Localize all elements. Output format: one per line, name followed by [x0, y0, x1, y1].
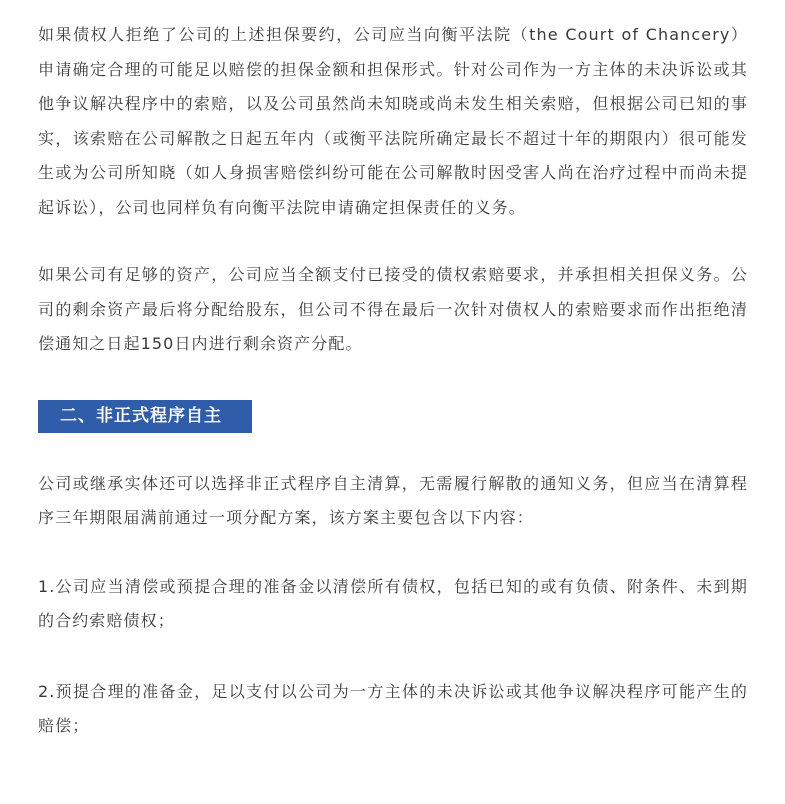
section-heading-wrap	[38, 400, 748, 459]
paragraph-asset-distribution: 如果公司有足够的资产，公司应当全额支付已接受的债权索赔要求，并承担相关担保义务。公司的剩余资产最后将分配给股东，但公司不得在最后一次针对债权人的索赔要求而作出拒绝清偿通知之日起150日内进行剩余资产分配。	[38, 265, 748, 353]
section-heading: 二、非正式程序自主清算	[38, 400, 252, 433]
article-body	[38, 18, 748, 744]
list-item-2: 2.预提合理的准备金，足以支付以公司为一方主体的未决诉讼或其他争议解决程序可能产生的赔偿；	[38, 681, 748, 735]
paragraph-informal-liquidation: 公司或继承实体还可以选择非正式程序自主清算，无需履行解散的通知义务，但应当在清算程序三年期限届满前通过一项分配方案，该方案主要包含以下内容：	[38, 473, 748, 527]
paragraph-court-of-chancery-guarantee: 如果债权人拒绝了公司的上述担保要约，公司应当向衡平法院（the Court of Chancery）申请确定合理的可能足以赔偿的担保金额和担保形式。针对公司作为一方主体的未决诉讼或其他争议解决程序中的索赔，以及公司虽然尚未知晓或尚未发生相关索赔，但根据公司已知的事实，该索赔在公司解散之日起五年内（或衡平法院所确定最长不超过十年的期限内）很可能发生或为公司所知晓（如人身损害赔偿纠纷可能在公司解散时因受害人尚在治疗过程中而尚未提起诉讼），公司也同样负有向衡平法院申请确定担保责任的义务。	[38, 25, 748, 217]
list-item-1: 1.公司应当清偿或预提合理的准备金以清偿所有债权，包括已知的或有负债、附条件、未到期的合约索赔债权；	[38, 576, 748, 630]
